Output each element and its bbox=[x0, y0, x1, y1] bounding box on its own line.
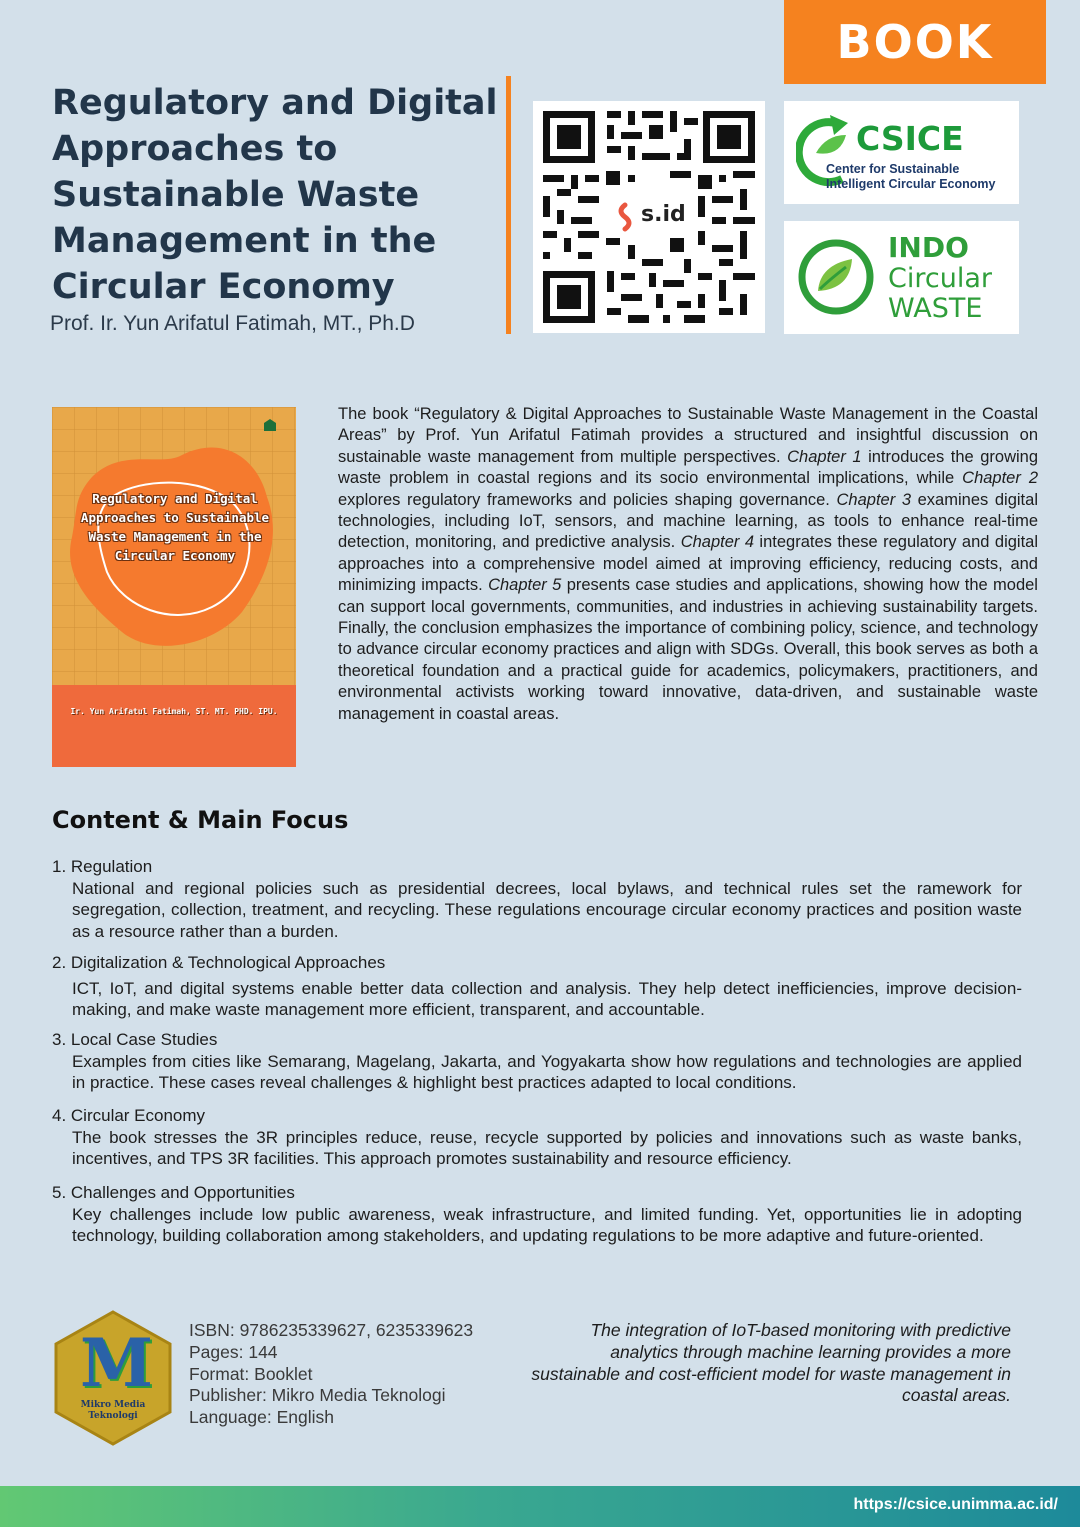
footer-bar bbox=[0, 1486, 1080, 1527]
isbn: ISBN: 9786235339627, 6235339623 bbox=[189, 1320, 474, 1340]
publisher-logo-line2: Teknologi bbox=[88, 1411, 138, 1421]
list-item bbox=[52, 856, 1022, 942]
footer-url-link[interactable]: https://csice.unimma.ac.id/ bbox=[853, 1496, 1058, 1513]
orange-divider bbox=[506, 76, 511, 334]
book-cover-image bbox=[52, 407, 296, 767]
list-item bbox=[52, 1182, 1022, 1247]
indo-circular-waste-logo bbox=[784, 221, 1019, 334]
list-item-heading: 2. Digitalization & Technological Approaches bbox=[52, 953, 386, 972]
chapter-ref: Chapter 4 bbox=[680, 533, 754, 552]
book-description bbox=[338, 404, 1038, 725]
format: Format: Booklet bbox=[189, 1363, 313, 1384]
language: Language: English bbox=[189, 1407, 334, 1428]
list-item-heading: 5. Challenges and Opportunities bbox=[52, 1183, 295, 1202]
description-text: integrates these regulatory and digital approaches into a comprehensive model aimed at improving efficiency, reducing costs, and minimizing impacts. bbox=[338, 533, 1038, 595]
description-text: The book “Regulatory & Digital Approaches to Sustainable Waste Management in the Coastal Areas” by Prof. Yun Arifatul Fatimah provides a structured and insightful discussion on sustainable waste management from multiple perspectives. bbox=[338, 405, 1038, 466]
chapter-ref: Chapter 2 bbox=[962, 469, 1038, 488]
chapter-ref: Chapter 3 bbox=[836, 490, 912, 509]
list-item-heading: 4. Circular Economy bbox=[52, 1106, 206, 1125]
cover-bottom-band bbox=[52, 685, 296, 767]
chapter-ref: Chapter 5 bbox=[488, 576, 562, 595]
cover-title: Regulatory and Digital Approaches to Sustainable Waste Management in the Circular Economy bbox=[80, 491, 270, 563]
publisher: Publisher: Mikro Media Teknologi bbox=[189, 1385, 446, 1406]
leaf-circle-icon bbox=[798, 233, 874, 321]
publisher-logo-line1: Mikro Media bbox=[80, 1400, 146, 1410]
list-item-body: Examples from cities like Semarang, Magelang, Jakarta, and Yogyakarta show how regulations and technologies are applied in practice. These cases reveal challenges & highlight best practices adapted to local conditions. bbox=[72, 1051, 1022, 1092]
description-text: examines digital technologies, including IoT, sensors, and machine learning, as tools to enhance real-time detection, monitoring, and predictive analysis. bbox=[338, 490, 1038, 552]
qr-code[interactable] bbox=[533, 101, 765, 333]
indo-line2: Circular bbox=[888, 263, 992, 294]
csice-line1: Center for Sustainable bbox=[826, 162, 960, 176]
publisher-logo bbox=[54, 1310, 172, 1446]
book-author: Prof. Ir. Yun Arifatul Fatimah, MT., Ph.D bbox=[50, 312, 415, 335]
list-item-heading: 3. Local Case Studies bbox=[52, 1030, 218, 1049]
book-title: Regulatory and Digital Approaches to Sustainable Waste Management in the Circular Economy bbox=[52, 83, 498, 307]
list-item-body: National and regional policies such as presidential decrees, local bylaws, and technical rules set the ramework for segregation, collection, treatment, and recycling. These regulations encourage circular economy practices and position waste as a resource rather than a burden. bbox=[72, 878, 1022, 941]
section-title: Content & Main Focus bbox=[52, 806, 349, 834]
summary-quote: The integration of IoT-based monitoring with predictive analytics through machine learning provides a more sustainable and cost-efficient model for waste management in coastal areas. bbox=[531, 1320, 1011, 1406]
description-text: introduces the growing waste problem in coastal regions and its socio environmental implications, while bbox=[338, 447, 1038, 488]
list-item bbox=[52, 1029, 1022, 1094]
list-item-body: Key challenges include low public awareness, weak infrastructure, and limited funding. Yet, opportunities lie in adopting technology, building collaboration among stakeholders, and updating regulations to be more adaptive and future-oriented. bbox=[72, 1204, 1022, 1245]
indo-line1: INDO bbox=[888, 231, 969, 264]
chapter-ref: Chapter 1 bbox=[787, 447, 862, 466]
list-item-body: The book stresses the 3R principles reduce, reuse, recycle supported by policies and innovations such as waste banks, incentives, and TPS 3R facilities. This approach promotes sustainability and resource efficiency. bbox=[72, 1127, 1022, 1168]
csice-line2: Intelligent Circular Economy bbox=[826, 177, 996, 191]
csice-logo bbox=[784, 101, 1019, 204]
book-info bbox=[189, 1320, 473, 1429]
qr-label: s.id bbox=[641, 202, 686, 227]
list-item-heading: 1. Regulation bbox=[52, 857, 153, 876]
description-text: explores regulatory frameworks and policies shaping governance. bbox=[338, 490, 837, 509]
publisher-logo-letter: M bbox=[80, 1324, 154, 1402]
list-item bbox=[52, 1105, 1022, 1170]
list-item-body: ICT, IoT, and digital systems enable better data collection and analysis. They help detect inefficiencies, improve decision-making, and make waste management more efficient, transparent, and accountable. bbox=[72, 978, 1022, 1019]
csice-name: CSICE bbox=[856, 119, 964, 158]
list-item bbox=[52, 952, 1022, 1021]
indo-line3: WASTE bbox=[888, 293, 983, 324]
book-badge: BOOK bbox=[784, 0, 1046, 84]
cover-author: Ir. Yun Arifatul Fatimah, ST. MT. PHD. IPU. bbox=[70, 707, 278, 716]
pages: Pages: 144 bbox=[189, 1341, 278, 1362]
description-text: presents case studies and applications, showing how the model can support local governments, communities, and industries in achieving sustainability targets. Finally, the conclusion emphasizes the importance of combining policy, science, and technology to advance circular economy practices and align with SDGs. Overall, this book serves as both a theoretical foundation and a practical guide for academics, policymakers, practitioners, and environmental activists working toward innovative, data-driven, and sustainable waste management in coastal areas. bbox=[338, 576, 1038, 723]
